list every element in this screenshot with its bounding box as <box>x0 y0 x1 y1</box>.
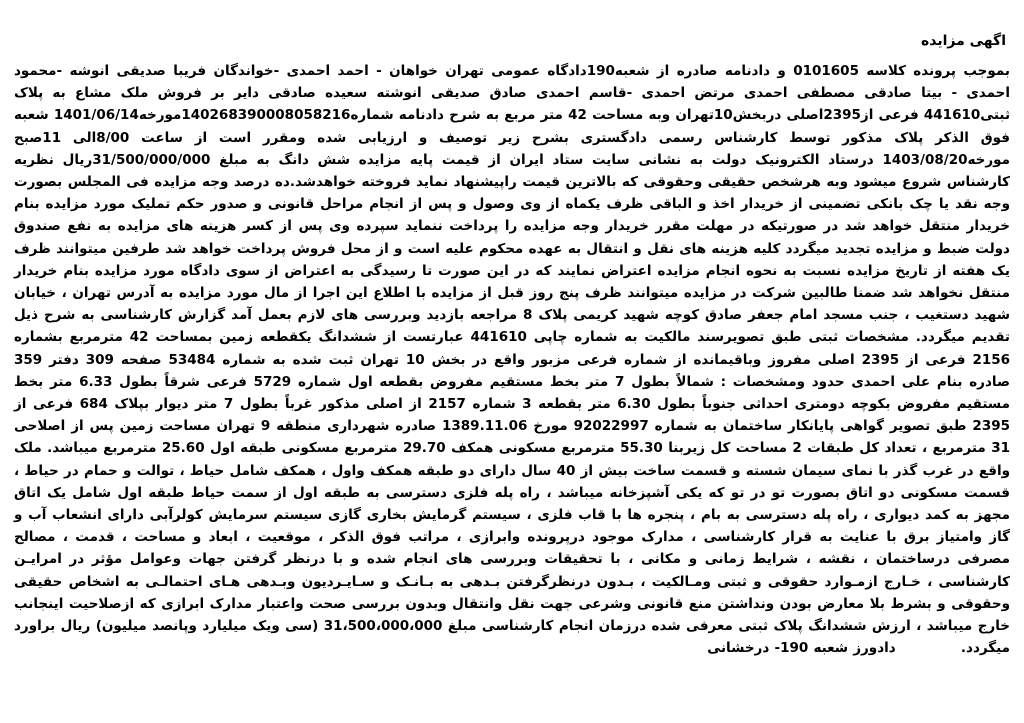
notice-signature: دادورز شعبه 190- درخشانی <box>707 640 896 657</box>
auction-notice <box>14 28 1010 718</box>
notice-body-container <box>14 60 1010 659</box>
notice-title: اگهی مزایده <box>920 33 1006 49</box>
notice-body: بموجب پرونده کلاسه 0101605 و دادنامه صادره از شعبه190دادگاه عمومی تهران خواهان - احمد احمدی -خواندگان فریبا صدیقی انوشه -محمود احمدی - بیتا صادقی مصطفی احمدی مرتض احمدی -قاسم احمدی صادق صدیقی انوشته سعیده صادقی دایر بر فروش ملک مشاع به پلاک ثبتی441610 فرعی از2395اصلی دربخش10تهران وبه مساحت 42 متر مربع به شرح دادنامه شماره140268390008058216مورخه1401/06/14 شعبه فوق الذکر پلاک مذکور توسط کارشناس رسمی دادگستری بشرح زیر توصیف و ارزیابی شده ومقرر است از ساعت 8/00الی 11صبح مورخه1403/08/20 درستاد الکترونیک دولت به نشانی سایت ستاد ایران از قیمت پایه مزایده شش دانگ به مبلغ 31/500/000/000ریال نظریه کارشناس شروع میشود وبه هرشخص حقیقی وحقوقی که بالاترین قیمت راپیشنهاد نماید فروخته خواهدشد.ده درصد وجه مزایده فی المجلس بصورت وجه نقد یا چک بانکی تضمینی از خریدار اخذ و الباقی ظرف یکماه از وی وصول و پس از انجام مراحل قانونی و صدور حکم تملیک مورد مزایده بنام خریدار منتقل خواهد شد در صورتیکه در مهلت مقرر خریدار وجه مزایده را پرداخت ننماید سپرده وی پس از کسر هزینه های مزایده به نفع صندوق دولت ضبط و مزایده تجدید میگردد کلیه هزینه های نقل و انتقال به عهده محکوم علیه است و از محل فروش پرداخت خواهد شد طرفین میتوانند ظرف یک هفته از تاریخ مزایده نسبت به نحوه انجام مزایده اعتراض نمایند که در این صورت تا رسیدگی به اعتراض از سوی دادگاه مورد مزایده بنام خریدار منتقل نخواهد شد ضمنا طالبین شرکت در مزایده میتوانند ظرف پنج روز قبل از مزایده با اطلاع این اجرا از مال مورد مزایده به آدرس تهران ، خیابان شهید دستغیب ، جنب مسجد امام جعفر صادق کوچه شهید کریمی پلاک 8 مراجعه بازدید وبررسی های لازم بعمل آمد گزارش کارشناسی به شرح ذیل تقدیم میگردد. مشخصات ثبتی طبق تصویرسند مالکیت به شماره چاپی 441610 عبارتست از ششدانگ یکقطعه زمین بمساحت 42 مترمربع بشماره 2156 فرعی از 2395 اصلی مفروز وباقیمانده از شماره فرعی مزبور واقع در بخش 10 تهران ثبت شده به شماره 53484 صفحه 309 دفتر 359 صادره بنام علی احمدی حدود ومشخصات : شمالاً بطول 7 متر بخط مستقیم مفروض بقطعه اول شماره 5729 فرعی شرقاً بطول 6.33 متر بخط مستقیم مفروض بکوچه دومتری احداثی جنوباً بطول 6.30 متر بقطعه 3 شماره 2157 از اصلی مذکور غرباً بطول 7 متر دیوار بپلاک 684 فرعی از 2395 طبق تصویر گواهی پایانکار ساختمان به شماره 92022997 مورخ 1389.11.06 صادره شهرداری منطقه 9 تهران مساحت زمین پس از اصلاحی 31 مترمربع ، تعداد کل طبقات 2 مساحت کل زیربنا 55.30 مترمربع مسکونی همکف 29.70 مترمربع مسکونی طبقه اول 25.60 مترمربع میباشد. ملک واقع در غرب گذر با نمای سیمان شسته و قسمت ساخت بیش از 40 سال دارای دو طبقه همکف واول ، همکف شامل حیاط ، توالت و حمام در حیاط ، قسمت مسکونی دو اتاق بصورت تو در تو که یکی آشپزخانه میباشد ، راه پله فلزی دسترسی به طبقه اول از سمت حیاط طبقه اول شامل یک اتاق مجهز به کمد دیواری ، راه پله دسترسی به بام ، پنجره ها با قاب فلزی ، سیستم گرمایش بخاری گازی سیستم سرمایش کولرآبی دارای انشعاب آب و گاز وامتیاز برق با عنایت به قرار کارشناسی ، مدارک موجود درپرونده وابرازی ، مراتب فوق الذکر ، موقعیت ، ابعاد و مساحت ، قدمت ، مصالح مصرفی درساختمان ، نقشه ، شرایط زمانی و مکانی ، با تحقیقات وبررسی های انجام شده و با درنظر گرفتن جهات وعوامل مؤثر در امرایـن کارشناسی ، خـارج ازمـوارد حقوقی و ثبتی ومـالکیت ، بـدون درنظرگرفتن بـدهی به بـانـک و سـایـردیون وبـدهی هـای احتمالـی به اشخاص حقیقی وحقوقی و بشرط بلا معارض بودن ونداشتن منع قانونی وشرعی جهت نقل وانتقال وبدون بررسی صحت واعتبار مدارک ابرازی که ازصلاحیت اینجانب خارج میباشد ، ارزش ششدانگ پلاک ثبتی معرفی شده درزمان انجام کارشناسی مبلغ 31،500،000،000 (سی ویک میلیارد وپانصد میلیون) ریال براورد میگردد. <box>14 63 1011 657</box>
